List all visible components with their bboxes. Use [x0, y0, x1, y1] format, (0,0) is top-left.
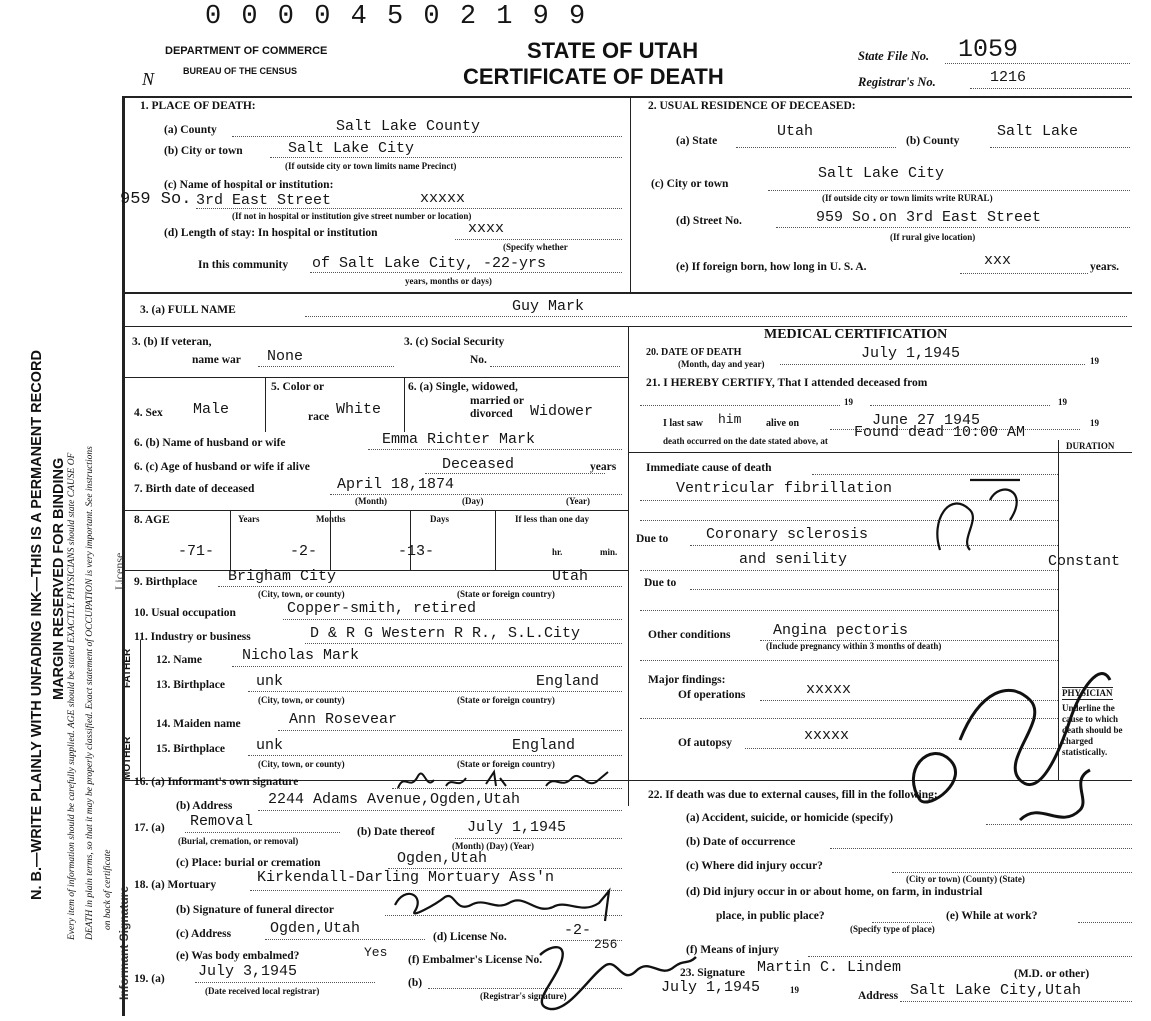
- color-label: 5. Color or: [271, 381, 325, 393]
- informant-signature-scrawl: [396, 768, 636, 798]
- married-or-label: married or: [470, 395, 524, 407]
- age-months-value: -2-: [290, 543, 318, 560]
- spouse-years-label: years: [590, 461, 617, 473]
- place-of-death-label: 1. PLACE OF DEATH:: [140, 100, 256, 112]
- years-label: years.: [1090, 261, 1120, 273]
- residence-state-value: Utah: [777, 123, 814, 140]
- industrial-label: (d) Did injury occur in or about home, on farm, in industrial: [686, 886, 983, 898]
- death-city-label: (b) City or town: [164, 145, 243, 157]
- registrar-sig-b-label: (b): [408, 977, 423, 989]
- full-name-label: 3. (a) FULL NAME: [140, 304, 236, 316]
- residence-county-label: (b) County: [906, 135, 960, 147]
- physician-address-label: Address: [858, 990, 899, 1002]
- death-county-label: (a) County: [164, 124, 217, 136]
- license-value: -2-: [564, 922, 592, 939]
- spouse-label: 6. (b) Name of husband or wife: [134, 437, 286, 449]
- death-city-value: Salt Lake City: [288, 140, 415, 157]
- mother-place-note-state: (State or foreign country): [457, 759, 555, 769]
- corner-mark: N: [142, 69, 155, 89]
- ssn-label: 3. (c) Social Security: [404, 336, 505, 348]
- margin-mother: MOTHER: [122, 736, 133, 780]
- burial-place-value: Ogden,Utah: [397, 850, 488, 867]
- dod-value: July 1,1945: [861, 345, 961, 362]
- other-conditions-value: Angina pectoris: [773, 622, 909, 639]
- physician-address-value: Salt Lake City,Utah: [910, 982, 1082, 999]
- embalmer-license-value: 256: [594, 937, 618, 952]
- last-saw-date: June 27 1945: [872, 412, 981, 429]
- mortuary-label: 18. (a) Mortuary: [134, 879, 217, 891]
- month-note: (Month): [355, 496, 387, 506]
- year-note: (Year): [566, 496, 590, 506]
- department-label: DEPARTMENT OF COMMERCE: [165, 45, 328, 57]
- age-days-value: -13-: [398, 543, 435, 560]
- other-conditions-label: Other conditions: [648, 629, 731, 641]
- cause-markings: [900, 470, 1040, 560]
- age-days-label: Days: [430, 514, 450, 524]
- last-saw-label: I last saw: [663, 418, 704, 429]
- due-to-1-label: Due to: [636, 533, 669, 545]
- autopsy-label: Of autopsy: [678, 737, 732, 749]
- residence-city-label: (c) City or town: [651, 178, 729, 190]
- certify-19b: 19: [1058, 397, 1067, 407]
- hr-label: hr.: [552, 547, 563, 557]
- mother-maiden-value: Ann Rosevear: [289, 711, 398, 728]
- industry-value: D & R G Western R R., S.L.City: [310, 625, 581, 642]
- disposition-date-label: (b) Date thereof: [357, 826, 435, 838]
- less-than-day-label: If less than one day: [515, 514, 590, 524]
- other-conditions-note: (Include pregnancy within 3 months of death): [766, 641, 942, 651]
- mother-birthplace-label: 15. Birthplace: [156, 743, 225, 755]
- due-to-2-label: Due to: [644, 577, 677, 589]
- last-saw-19: 19: [1090, 418, 1099, 428]
- hospital-label: (c) Name of hospital or institution:: [164, 179, 334, 191]
- disposition-date-value: July 1,1945: [467, 819, 567, 836]
- due-to-1-value: Coronary sclerosis: [706, 526, 869, 543]
- autopsy-value: xxxxx: [804, 727, 850, 744]
- death-city-note: (If outside city or town limits name Precinct): [285, 161, 457, 171]
- hospital-x: xxxxx: [420, 190, 466, 207]
- mother-birth-city: unk: [256, 737, 284, 754]
- duration-label: DURATION: [1066, 441, 1115, 451]
- stay-hospital-value: xxxx: [468, 220, 505, 237]
- alive-on-label: alive on: [766, 418, 800, 429]
- physician-note: Underline the cause to which death should be charged statistically.: [1062, 703, 1123, 757]
- father-birth-city: unk: [256, 673, 284, 690]
- birth-date-value: April 18,1874: [337, 476, 455, 493]
- place-note-city: (City, town, or county): [258, 589, 345, 599]
- registrar-sig-note: (Registrar's signature): [480, 991, 567, 1001]
- physician-name-value: Martin C. Lindem: [757, 959, 902, 976]
- occurred-label: death occurred on the date stated above, at: [663, 436, 828, 446]
- found-dead-value: Found dead 10:00 AM: [854, 424, 1026, 441]
- at-work-label: (e) While at work?: [946, 910, 1038, 922]
- disposition-label: 17. (a): [134, 822, 165, 834]
- funeral-director-label: (b) Signature of funeral director: [176, 904, 335, 916]
- residence-city-value: Salt Lake City: [818, 165, 945, 182]
- certify-label: 21. I HEREBY CERTIFY, That I attended deceased from: [646, 377, 928, 389]
- mortuary-address-value: Ogden,Utah: [270, 920, 361, 937]
- margin-instructions-3: on back of certificate: [103, 849, 113, 930]
- margin-father: FATHER: [122, 648, 133, 688]
- mother-birth-country: England: [512, 737, 576, 754]
- burial-place-label: (c) Place: burial or cremation: [176, 857, 321, 869]
- residence-state-label: (a) State: [676, 135, 718, 147]
- birthplace-label: 9. Birthplace: [134, 576, 198, 588]
- embalmed-label: (e) Was body embalmed?: [176, 950, 300, 962]
- where-injury-label: (c) Where did injury occur?: [686, 860, 823, 872]
- father-name-value: Nicholas Mark: [242, 647, 360, 664]
- age-years-label: Years: [238, 514, 260, 524]
- margin-license: License: [112, 552, 126, 590]
- dod-19: 19: [1090, 356, 1099, 366]
- age-months-label: Months: [316, 514, 346, 524]
- stay-label: (d) Length of stay: In hospital or institution: [164, 227, 378, 239]
- father-place-note-city: (City, town, or county): [258, 695, 345, 705]
- father-birth-country: England: [536, 673, 600, 690]
- race-label: race: [308, 411, 330, 423]
- community-label: In this community: [198, 259, 289, 271]
- received-date-value: July 3,1945: [198, 963, 298, 980]
- medical-heading: MEDICAL CERTIFICATION: [764, 327, 948, 342]
- margin-note-write-plainly: N. B.—WRITE PLAINLY WITH UNFADING INK—THIS IS A PERMANENT RECORD: [29, 350, 45, 900]
- birthplace-state: Utah: [552, 568, 589, 585]
- margin-instructions-2: DEATH in plain terms, so that it may be properly classified. Exact statement of OCCUPATION is very important. See instructions: [85, 446, 95, 940]
- physician-signature-scrawl: [890, 630, 1120, 840]
- margin-informant-signature: Informant Signature: [117, 885, 131, 1000]
- day-note: (Day): [462, 496, 484, 506]
- accident-label: (a) Accident, suicide, or homicide (specify): [686, 812, 894, 824]
- residence-label: 2. USUAL RESIDENCE OF DECEASED:: [648, 100, 856, 112]
- physician-box-label: PHYSICIAN: [1062, 688, 1113, 698]
- foreign-born-label: (e) If foreign born, how long in U. S. A.: [676, 261, 867, 273]
- duration-value: Constant: [1048, 553, 1121, 570]
- father-name-label: 12. Name: [156, 654, 202, 666]
- disposition-value: Removal: [190, 813, 254, 830]
- last-saw-him: him: [718, 412, 742, 427]
- where-injury-note: (City or town) (County) (State): [906, 874, 1025, 884]
- document-serial: 0 0 0 0 4 5 0 2 1 9 9: [205, 2, 588, 32]
- specify-type-note: (Specify type of place): [850, 924, 935, 934]
- industry-label: 11. Industry or business: [134, 631, 251, 643]
- external-causes-label: 22. If death was due to external causes, fill in the following:: [648, 789, 938, 801]
- residence-street-label: (d) Street No.: [676, 215, 742, 227]
- marital-value: Widower: [530, 403, 594, 420]
- residence-city-note: (If outside city or town limits write RURAL): [822, 193, 993, 203]
- divorced-label: divorced: [470, 408, 513, 420]
- dod-note: (Month, day and year): [678, 359, 765, 369]
- embalmer-license-label: (f) Embalmer's License No.: [408, 954, 543, 966]
- mother-place-note-city: (City, town, or county): [258, 759, 345, 769]
- certificate-title: CERTIFICATE OF DEATH: [463, 64, 724, 89]
- informant-address-value: 2244 Adams Avenue,Ogden,Utah: [268, 791, 521, 808]
- full-name-value: Guy Mark: [512, 298, 585, 315]
- margin-instructions-1: Every item of information should be carefully supplied. AGE should be stated EXACTLY. PHYSICIANS should state CAUSE OF: [67, 452, 77, 940]
- specify-note: (Specify whether: [503, 242, 568, 252]
- margin-note-binding: MARGIN RESERVED FOR BINDING: [51, 457, 67, 700]
- informant-sig-label: 16. (a) Informant's own signature: [134, 776, 299, 788]
- funeral-director-signature: [385, 885, 635, 925]
- mother-maiden-label: 14. Maiden name: [156, 718, 241, 730]
- hospital-note: (If not in hospital or institution give street number or location): [232, 211, 472, 221]
- occupation-label: 10. Usual occupation: [134, 607, 236, 619]
- death-street-prefix: 959 So.: [120, 190, 192, 209]
- operations-value: xxxxx: [806, 681, 852, 698]
- disposition-note: (Burial, cremation, or removal): [178, 836, 299, 846]
- dod-label: 20. DATE OF DEATH: [646, 347, 742, 358]
- father-place-note-state: (State or foreign country): [457, 695, 555, 705]
- embalmed-value: Yes: [364, 945, 388, 960]
- physician-sig-label: 23. Signature: [680, 967, 745, 979]
- community-value: of Salt Lake City, -22-yrs: [312, 255, 547, 272]
- birthplace-city: Brigham City: [228, 568, 337, 585]
- marital-label: 6. (a) Single, widowed,: [408, 381, 518, 393]
- received-note: (Date received local registrar): [205, 986, 320, 996]
- immediate-cause-value: Ventricular fibrillation: [676, 480, 893, 497]
- state-file-label: State File No.: [858, 49, 930, 63]
- spouse-age-value: Deceased: [442, 456, 515, 473]
- place-note-state: (State or foreign country): [457, 589, 555, 599]
- signature-date-value: July 1,1945: [661, 979, 761, 996]
- state-file-number: 1059: [958, 35, 1019, 64]
- ssn-no-label: No.: [470, 354, 487, 366]
- operations-label: Of operations: [678, 689, 746, 701]
- age-label: 8. AGE: [134, 514, 170, 526]
- birth-date-label: 7. Birth date of deceased: [134, 483, 255, 495]
- means-injury-label: (f) Means of injury: [686, 944, 779, 956]
- bureau-label: BUREAU OF THE CENSUS: [183, 66, 298, 76]
- veteran-value: None: [267, 348, 304, 365]
- mortuary-value: Kirkendall-Darling Mortuary Ass'n: [257, 869, 555, 886]
- due-to-1-value-2: and senility: [739, 551, 848, 568]
- residence-county-value: Salt Lake: [997, 123, 1079, 140]
- spouse-value: Emma Richter Mark: [382, 431, 536, 448]
- sex-value: Male: [193, 401, 230, 418]
- major-findings-label: Major findings:: [648, 674, 726, 686]
- rural-note: (If rural give location): [890, 232, 976, 242]
- informant-address-label: (b) Address: [176, 800, 233, 812]
- public-place-label: place, in public place?: [716, 910, 825, 922]
- father-birthplace-label: 13. Birthplace: [156, 679, 225, 691]
- ymd-note: years, months or days): [405, 276, 492, 286]
- received-label: 19. (a): [134, 973, 165, 985]
- occupation-value: Copper-smith, retired: [287, 600, 477, 617]
- color-value: White: [336, 401, 382, 418]
- md-label: (M.D. or other): [1014, 968, 1090, 980]
- residence-street-value: 959 So.on 3rd East Street: [816, 209, 1042, 226]
- registrar-signature: [510, 935, 700, 1015]
- min-label: min.: [600, 547, 618, 557]
- registrar-number: 1216: [990, 69, 1027, 86]
- license-label: (d) License No.: [433, 931, 507, 943]
- name-war-label: name war: [192, 354, 241, 366]
- hospital-value: 3rd East Street: [196, 192, 332, 209]
- mortuary-address-label: (c) Address: [176, 928, 232, 940]
- age-years-value: -71-: [178, 543, 215, 560]
- death-county-value: Salt Lake County: [336, 118, 481, 135]
- foreign-born-value: xxx: [984, 252, 1012, 269]
- occurrence-label: (b) Date of occurrence: [686, 836, 796, 848]
- immediate-cause-label: Immediate cause of death: [646, 462, 772, 474]
- sex-label: 4. Sex: [134, 407, 163, 419]
- veteran-label: 3. (b) If veteran,: [132, 336, 212, 348]
- registrar-label: Registrar's No.: [858, 75, 936, 89]
- state-title: STATE OF UTAH: [527, 38, 699, 63]
- disposition-date-note: (Month) (Day) (Year): [452, 841, 534, 851]
- spouse-age-label: 6. (c) Age of husband or wife if alive: [134, 461, 310, 473]
- sig-date-19: 19: [790, 985, 799, 995]
- certify-19a: 19: [844, 397, 853, 407]
